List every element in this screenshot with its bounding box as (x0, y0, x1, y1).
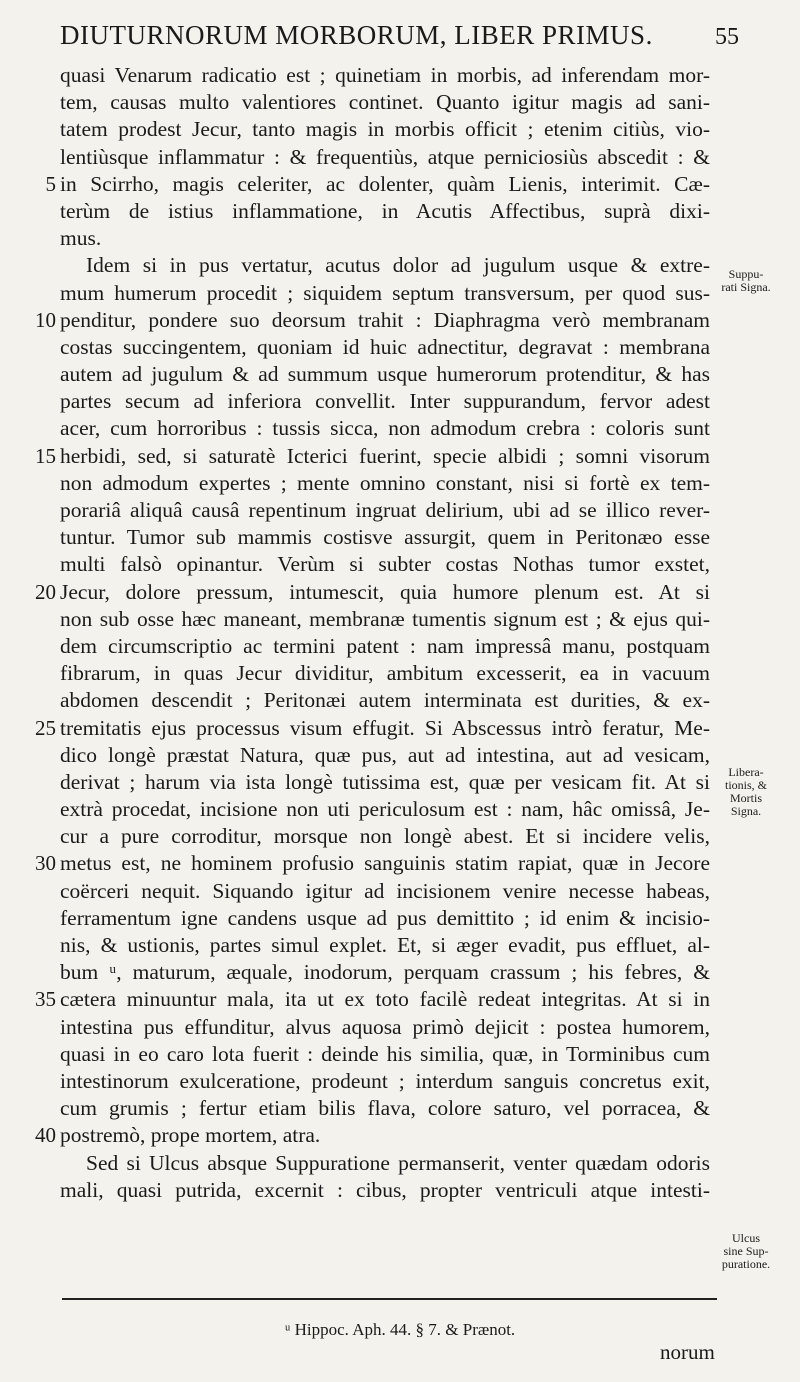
text-line: terùm de istius inflammatione, in Acutis Affectibus, suprà dixi- (60, 198, 710, 223)
text-line: 35 cætera minuuntur mala, ita ut ex toto facilè redeat integritas. At si in (60, 986, 710, 1013)
page-header (60, 20, 780, 56)
paragraph-start: Sed si Ulcus absque Suppuratione permanserit, venter quædam odoris (86, 1150, 710, 1175)
text-line: costas succingentem, quoniam id huic adnectitur, degravat : membrana (60, 334, 710, 359)
text-line: tuntur. Tumor sub mammis costisve assurgit, quem in Peritonæo esse (60, 525, 710, 550)
text-line: intestina pus effunditur, alvus aquosa primò dejicit : postea humorem, (60, 1014, 710, 1039)
text-line: cum grumis ; fertur etiam bilis flava, colore saturo, vel porracea, & (60, 1096, 710, 1121)
text-line: cur a pure corroditur, morsque non longè abest. Et si incidere velis, (60, 824, 710, 849)
text-line: nis, & ustionis, partes simul explet. Et, si æger evadit, pus effluet, al- (60, 933, 710, 957)
paragraph-start: Idem si in pus vertatur, acutus dolor ad jugulum usque & extre- (86, 253, 710, 278)
page-number: 55 (715, 24, 739, 50)
text-line: 10 penditur, pondere suo deorsum trahit : Diaphragma verò membranam (60, 307, 710, 334)
text-line: 5 in Scirrho, magis celeriter, ac dolenter, quàm Lienis, interimit. Cæ- (60, 171, 710, 198)
running-head: DIUTURNORUM MORBORUM, LIBER PRIMUS. (60, 20, 653, 50)
text-line: ferramentum igne candens usque ad pus demittito ; id enim & incisio- (60, 905, 710, 930)
margin-note-suppurati-signa: Suppu- rati Signa. (721, 267, 771, 294)
body-text (35, 62, 710, 1204)
text-line: derivat ; harum via ista longè tutissima est, quæ per vesicam fit. At si (60, 769, 710, 794)
text-line: non admodum expertes ; mente omnino constant, nisi si fortè ex tem- (60, 470, 710, 495)
line-number: 40 (35, 1123, 56, 1148)
text-line: tem, causas multo valentiores continet. Quanto igitur magis ad sani- (60, 90, 710, 115)
text-line: fibrarum, in quas Jecur dividitur, ambitum excesserit, ea in vacuum (60, 661, 710, 686)
text-line: dico longè præstat Natura, quæ pus, aut ad intestina, aut ad vesicam, (60, 742, 710, 767)
line-number: 20 (35, 579, 56, 604)
text-line: 15 herbidi, sed, si saturatè Icterici fuerint, specie albidi ; somni visorum (60, 443, 710, 470)
footnote: ᵘ Hippoc. Aph. 44. § 7. & Prænot. (284, 1320, 516, 1339)
text-line: 25 tremitatis ejus processus visum effugit. Si Abscessus intrò feratur, Me- (60, 715, 710, 742)
text-line: 40 postremò, prope mortem, atra. (60, 1122, 710, 1149)
text-line: quasi in eo caro lota fuerit : deinde his similia, quæ, in Torminibus cum (60, 1041, 710, 1066)
margin-note-ulcus: Ulcus sine Sup- puratione. (721, 1231, 771, 1271)
margin-note-liberationis-signa: Libera- tionis, & Mortis Signa. (724, 765, 767, 818)
text-line: dem circumscriptio ac termini patent : nam impressâ manu, postquam (60, 633, 710, 658)
line-number: 35 (35, 987, 56, 1012)
text-line: 30 metus est, ne hominem profusio sanguinis statim rapiat, quæ in Jecore (60, 850, 710, 877)
line-number: 30 (35, 851, 56, 876)
text-line: lentiùsque inflammatur : & frequentiùs, atque perniciosiùs abscedit : & (60, 144, 710, 169)
footnote-rule (62, 1298, 717, 1300)
text-line: non sub osse hæc maneant, membranæ tumentis signum est ; & ejus qui- (60, 606, 710, 631)
text-line: mum humerum procedit ; siquidem septum transversum, per quod sus- (60, 280, 710, 305)
text-line: extrà procedat, incisione non uti periculosum est : nam, hâc omissâ, Je- (60, 797, 710, 822)
line-number: 10 (35, 307, 56, 332)
line-number: 5 (45, 171, 56, 196)
text-line: 20 Jecur, dolore pressum, intumescit, quia humore plenum est. At si (60, 579, 710, 606)
text-line: quasi Venarum radicatio est ; quinetiam in morbis, ad inferendam mor- (60, 63, 710, 87)
text-line: coërceri nequit. Siquando igitur ad incisionem venire necesse habeas, (60, 878, 710, 903)
text-line: acer, cum horroribus : tussis sicca, non admodum crebra : coloris sunt (60, 416, 710, 441)
line-number: 25 (35, 715, 56, 740)
text-line: bum ᵘ, maturum, æquale, inodorum, perquam crassum ; his febres, & (60, 960, 710, 985)
line-number: 15 (35, 443, 56, 468)
catchword: norum (660, 1340, 715, 1364)
text-line: partes secum ad inferiora convellit. Inter suppurandum, fervor adest (60, 389, 710, 414)
text-line: abdomen descendit ; Peritonæi autem interminata est durities, & ex- (60, 688, 710, 713)
text-line: multi falsò opinantur. Verùm si subter costas Nothas tumor exstet, (60, 552, 710, 577)
text-line: mali, quasi putrida, excernit : cibus, propter ventriculi atque intesti- (60, 1177, 710, 1202)
text-line: tatem prodest Jecur, tanto magis in morbis officit ; etenim citiùs, vio- (60, 117, 710, 142)
text-line: mus. (60, 226, 102, 251)
text-line: autem ad jugulum & ad summum usque humerorum protenditur, & has (60, 362, 710, 387)
text-line: intestinorum exulceratione, prodeunt ; interdum sanguis concretus exit, (60, 1068, 710, 1093)
text-line: porariâ aliquâ causâ repentinum ingruat delirium, ubi ad se illico rever- (60, 498, 710, 522)
